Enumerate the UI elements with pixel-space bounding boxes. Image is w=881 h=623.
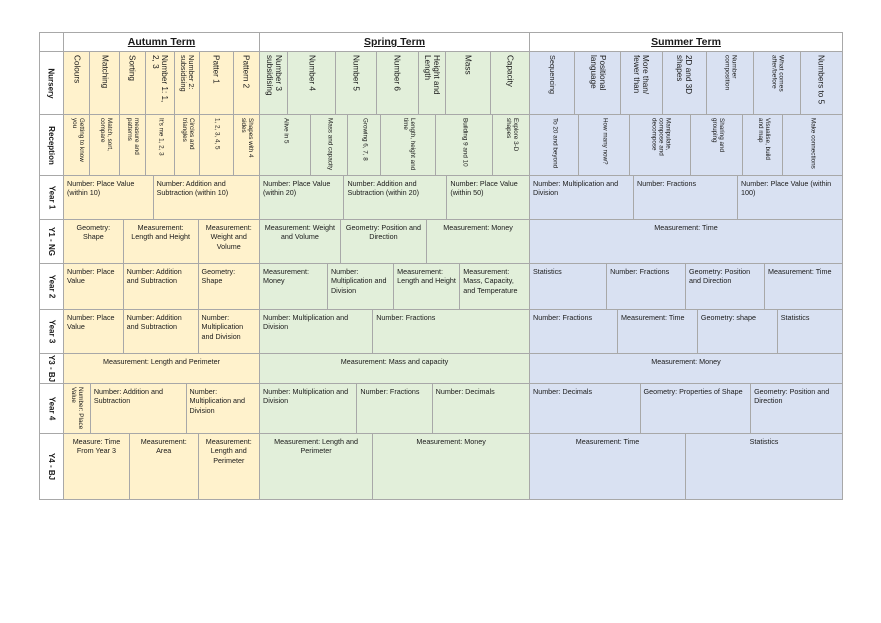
topic-cell: Geometry: Shape [64,220,124,263]
topic-cell: 1, 2, 3, 4, 5 [200,115,233,175]
corner-cell [39,32,64,52]
topic-cell: Number 4 [288,52,336,114]
topic-cell: Colours [64,52,90,114]
row-label-y4-bj: Y4 - BJ [39,434,64,500]
year3-spring [260,310,530,354]
topic-cell: Circles and triangles [175,115,200,175]
topic-cell: Number: Decimals [435,387,495,396]
topic-cell: Measurement: Weight and Volume [260,220,341,263]
topic-cell: Number: Fractions [376,313,436,322]
row-label-year2: Year 2 [39,264,64,310]
topic-cell: Number: Decimals [530,384,641,433]
topic-cell: Number: Multiplication and Division [260,384,357,433]
row-label-year1: Year 1 [39,176,64,220]
topic-cell: Measurement: Mass and capacity [340,357,449,366]
year3-summer [530,310,843,354]
row-label-y1-ng: Y1 - NG [39,220,64,264]
topic-cell: Measurement: Length and Height [124,220,199,263]
topic-cell: Number: Place Value (within 10) [64,176,154,219]
topic-cell: Measurement: Weight and Volume [205,223,252,251]
topic-cell: Number: Multiplication and Division [201,313,244,341]
topic-cell: Number: Place Value (within 20) [260,176,344,219]
row-label-y3-bj: Y3 - BJ [39,354,64,384]
topic-cell: Geometry: shape [698,310,778,353]
topic-cell: Number: Fractions [530,310,618,353]
topic-cell: Measurement: Length and Perimeter [205,437,252,465]
topic-cell: Number: Multiplication and Division [328,264,394,309]
topic-cell: Sequencing [530,52,575,114]
topic-cell: How many now? [579,115,630,175]
year1-autumn [64,176,260,220]
topic-cell: Visualise, build and map [743,115,782,175]
topic-cell: Growing 6, 7, 8 [348,115,381,175]
topic-cell: To 20 and beyond [530,115,579,175]
year3-autumn [64,310,260,354]
y3bj-autumn [64,354,260,384]
topic-cell: Number: Multiplication and Division [530,176,634,219]
topic-cell: Geometry: Position and Direction [341,220,427,263]
topic-cell: Measurement: Length and Perimeter [102,357,221,366]
topic-cell: Number 3 subsidising [260,52,288,114]
reception-autumn [64,115,260,176]
topic-cell: Measurement: Money [260,264,328,309]
topic-cell: Sharing and grouping [691,115,743,175]
topic-cell: Positional language [575,52,620,114]
reception-spring [260,115,530,176]
topic-cell: Measurement: Time [654,223,718,232]
topic-cell: What comes after/before [754,52,801,114]
year1-summer [530,176,843,220]
year4-summer [530,384,843,434]
row-label-nursery: Nursery [39,52,64,115]
topic-cell: Number: Addition and Subtraction [124,264,199,309]
y3bj-spring [260,354,530,384]
topic-cell: Number: Multiplication and Division [189,387,246,415]
year1-spring [260,176,530,220]
topic-cell: Sorting [120,52,146,114]
topic-cell: Number 1: 1, 2, 3 [146,52,175,114]
topic-cell: Number: Place Value [64,264,124,309]
topic-cell: Match, sort, compare [90,115,119,175]
topic-cell: Manipulate, compose and decompose [630,115,692,175]
topic-cell: It's me 1, 2, 3 [146,115,175,175]
y4bj-summer [530,434,843,500]
topic-cell: Geometry: Position and Direction [754,387,830,406]
nursery-autumn [64,52,260,115]
curriculum-table [39,32,843,500]
topic-cell: Matching [90,52,119,114]
topic-cell: Measurement: Time [767,267,832,276]
topic-cell: Number: Addition and Subtraction [124,310,199,353]
topic-cell: Geometry: Properties of Shape [641,384,752,433]
topic-cell: Number 2: subsidising [175,52,200,114]
topic-cell: Number: Place Value (within 50) [450,179,518,198]
topic-cell: Statistics [780,313,810,322]
topic-cell: Number: Place Value [64,310,124,353]
topic-cell: Number: Fractions [634,176,738,219]
topic-cell: Measure: Time From Year 3 [64,434,130,499]
term-header-autumn: Autumn Term [64,32,260,52]
row-label-year4: Year 4 [39,384,64,434]
topic-cell: Number 5 [336,52,377,114]
y4bj-spring [260,434,530,500]
y1ng-spring [260,220,530,264]
topic-cell: Numbers to 5 [816,55,826,105]
nursery-summer [530,52,843,115]
topic-cell: Measurement: Area [130,434,199,499]
topic-cell: Height and Length [419,52,446,114]
nursery-spring [260,52,530,115]
reception-summer [530,115,843,176]
y1ng-summer [530,220,843,264]
topic-cell: Building 9 and 10 [436,115,493,175]
year4-spring [260,384,530,434]
topic-cell: Measurement: Time [530,434,686,499]
topic-cell: Measurement: Money [443,223,513,232]
topic-cell: 2D and 3D shapes [663,52,707,114]
topic-cell: Patter 1 [200,52,233,114]
topic-cell: Mass and capacity [311,115,348,175]
topic-cell: Number: Multiplication and Division [260,310,373,353]
topic-cell: measure and patterns [120,115,146,175]
topic-cell: Measurement: Money [651,357,721,366]
topic-cell: Shapes with 4 sides [240,118,255,158]
topic-cell: Measurement: Mass, Capacity, and Temperature [463,267,518,295]
y3bj-summer [530,354,843,384]
topic-cell: Number: Fractions [357,384,432,433]
term-header-summer: Summer Term [530,32,843,52]
y4bj-autumn [64,434,260,500]
year2-spring [260,264,530,310]
topic-cell: Number composition [707,52,754,114]
topic-cell: Measurement: Money [416,437,486,446]
topic-cell: Number: Place Value (within 100) [741,179,832,198]
topic-cell: Number: Addition and Subtraction [91,384,187,433]
year4-autumn [64,384,260,434]
year2-autumn [64,264,260,310]
topic-cell: Number: Addition and Subtraction (within 20) [344,176,447,219]
topic-cell: Statistics [749,437,779,446]
topic-cell: Alive in 5 [260,115,311,175]
y1ng-autumn [64,220,260,264]
topic-cell: Geometry: Shape [201,267,236,286]
topic-cell: Make connections [809,118,817,169]
topic-cell: Explore 3-D shapes [504,118,519,152]
topic-cell: Getting to know you [64,115,90,175]
topic-cell: Pattern 2 [241,55,251,89]
topic-cell: Length, height and time [381,115,436,175]
topic-cell: Capacity [505,55,515,87]
topic-cell: Number 6 [377,52,419,114]
topic-cell: Number: Fractions [607,264,686,309]
topic-cell: Measurement: Length and Height [394,264,460,309]
year2-summer [530,264,843,310]
row-label-year3: Year 3 [39,310,64,354]
topic-cell: More than/ fewer than [621,52,663,114]
topic-cell: Mass [446,52,491,114]
term-header-spring: Spring Term [260,32,530,52]
topic-cell: Number: Place Value [64,384,91,433]
topic-cell: Statistics [530,264,607,309]
topic-cell: Geometry: Position and Direction [686,264,765,309]
topic-cell: Measurement: Length and Perimeter [260,434,373,499]
row-label-reception: Reception [39,115,64,176]
topic-cell: Measurement: Time [618,310,698,353]
topic-cell: Number: Addition and Subtraction (within 10) [156,179,229,198]
